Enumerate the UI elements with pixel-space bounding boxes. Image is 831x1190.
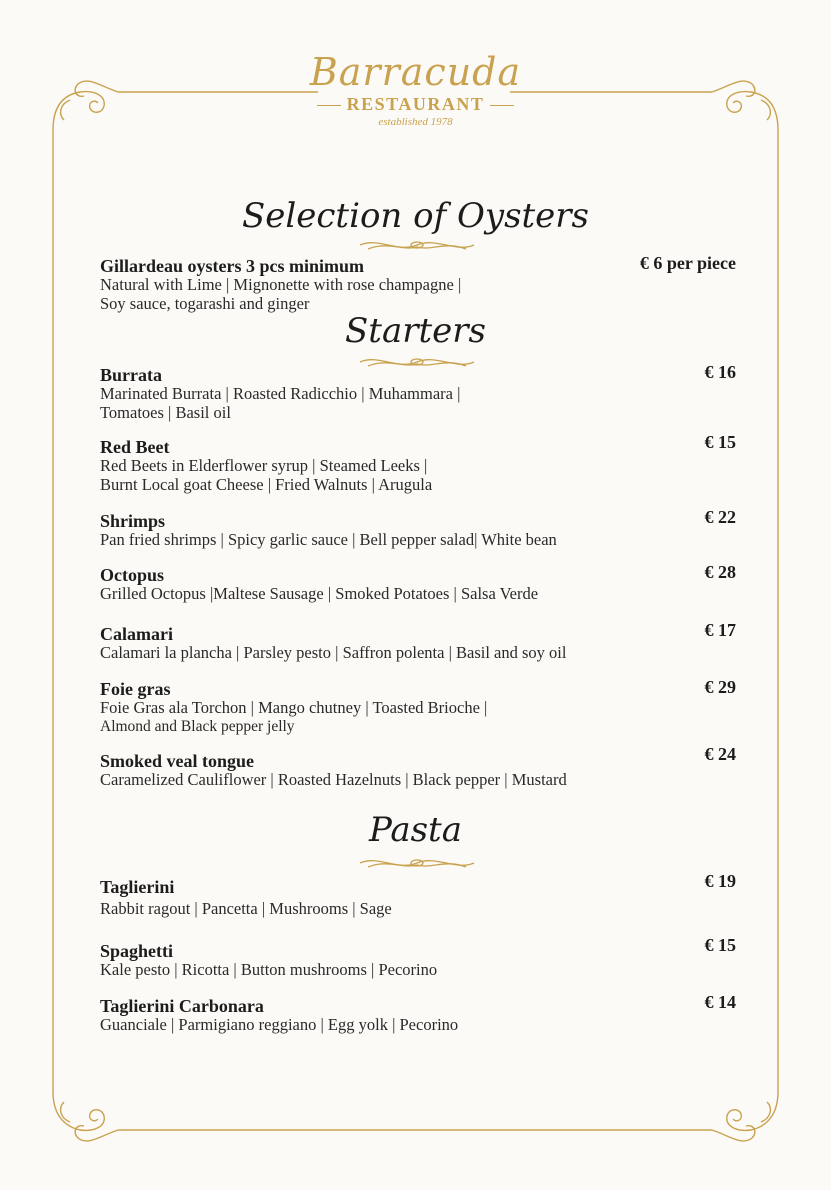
item-price: € 16	[704, 362, 736, 382]
item-description: Guanciale | Parmigiano reggiano | Egg yolk | Pecorino	[100, 1015, 459, 1034]
menu-item-burrata	[100, 366, 740, 422]
menu-item-taglierini	[100, 878, 740, 919]
item-name: Foie gras	[100, 679, 171, 699]
logo-subtitle: RESTAURANT	[0, 94, 831, 114]
item-name: Spaghetti	[100, 941, 174, 961]
menu-item-red-beet	[100, 438, 740, 494]
item-name: Burrata	[100, 365, 162, 385]
section-title-starters: Starters	[345, 311, 486, 351]
item-description: Marinated Burrata | Roasted Radicchio | Muhammara |	[100, 384, 461, 403]
item-description: Calamari la plancha | Parsley pesto | Saffron polenta | Basil and soy oil	[100, 643, 567, 662]
flourish-divider-icon	[358, 237, 476, 253]
item-description: Pan fried shrimps | Spicy garlic sauce | Bell pepper salad| White bean	[100, 530, 557, 549]
item-price: € 19	[704, 871, 736, 891]
item-name: Red Beet	[100, 437, 170, 457]
item-description: Natural with Lime | Mignonette with rose champagne |	[100, 275, 462, 294]
section-title-pasta: Pasta	[368, 810, 462, 850]
restaurant-logo	[0, 50, 831, 130]
menu-item-smoked-veal-tongue	[100, 752, 740, 790]
logo-established: established 1978	[378, 116, 453, 128]
logo-name: Barracuda	[309, 50, 522, 94]
item-description: Tomatoes | Basil oil	[100, 402, 231, 422]
item-price: € 15	[704, 432, 736, 452]
item-name: Gillardeau oysters 3 pcs minimum	[100, 256, 364, 276]
item-description: Foie Gras ala Torchon | Mango chutney | Toasted Brioche |	[100, 698, 488, 717]
item-description: Soy sauce, togarashi and ginger	[100, 293, 310, 313]
item-name: Octopus	[100, 565, 165, 585]
item-price: € 29	[704, 677, 736, 697]
menu-item-calamari	[100, 625, 740, 663]
item-price: € 22	[704, 507, 736, 527]
item-description: Kale pesto | Ricotta | Button mushrooms | Pecorino	[100, 960, 438, 979]
menu-item-taglierini-carbonara	[100, 997, 740, 1035]
item-price: € 28	[704, 562, 736, 582]
item-price: € 14	[704, 992, 736, 1012]
item-name: Smoked veal tongue	[100, 751, 255, 771]
section-title-oysters: Selection of Oysters	[241, 196, 590, 236]
flourish-divider-icon	[358, 855, 476, 871]
item-description: Almond and Black pepper jelly	[100, 717, 295, 735]
item-price: € 6 per piece	[639, 253, 736, 273]
item-description: Burnt Local goat Cheese | Fried Walnuts | Arugula	[100, 474, 433, 494]
menu-item-spaghetti	[100, 942, 740, 980]
item-description: Rabbit ragout | Pancetta | Mushrooms | Sage	[100, 899, 392, 918]
item-description: Grilled Octopus |Maltese Sausage | Smoked Potatoes | Salsa Verde	[100, 584, 539, 603]
menu-item-octopus	[100, 566, 740, 604]
item-price: € 15	[704, 935, 736, 955]
item-name: Shrimps	[100, 511, 166, 531]
item-name: Calamari	[100, 624, 173, 644]
menu-item-shrimps	[100, 512, 740, 550]
item-name: Taglierini	[100, 877, 175, 897]
item-description: Red Beets in Elderflower syrup | Steamed Leeks |	[100, 456, 428, 475]
item-price: € 24	[704, 744, 736, 764]
item-name: Taglierini Carbonara	[100, 996, 264, 1016]
item-price: € 17	[704, 620, 736, 640]
item-description: Caramelized Cauliflower | Roasted Hazelnuts | Black pepper | Mustard	[100, 770, 567, 789]
menu-item-foie-gras	[100, 677, 740, 736]
